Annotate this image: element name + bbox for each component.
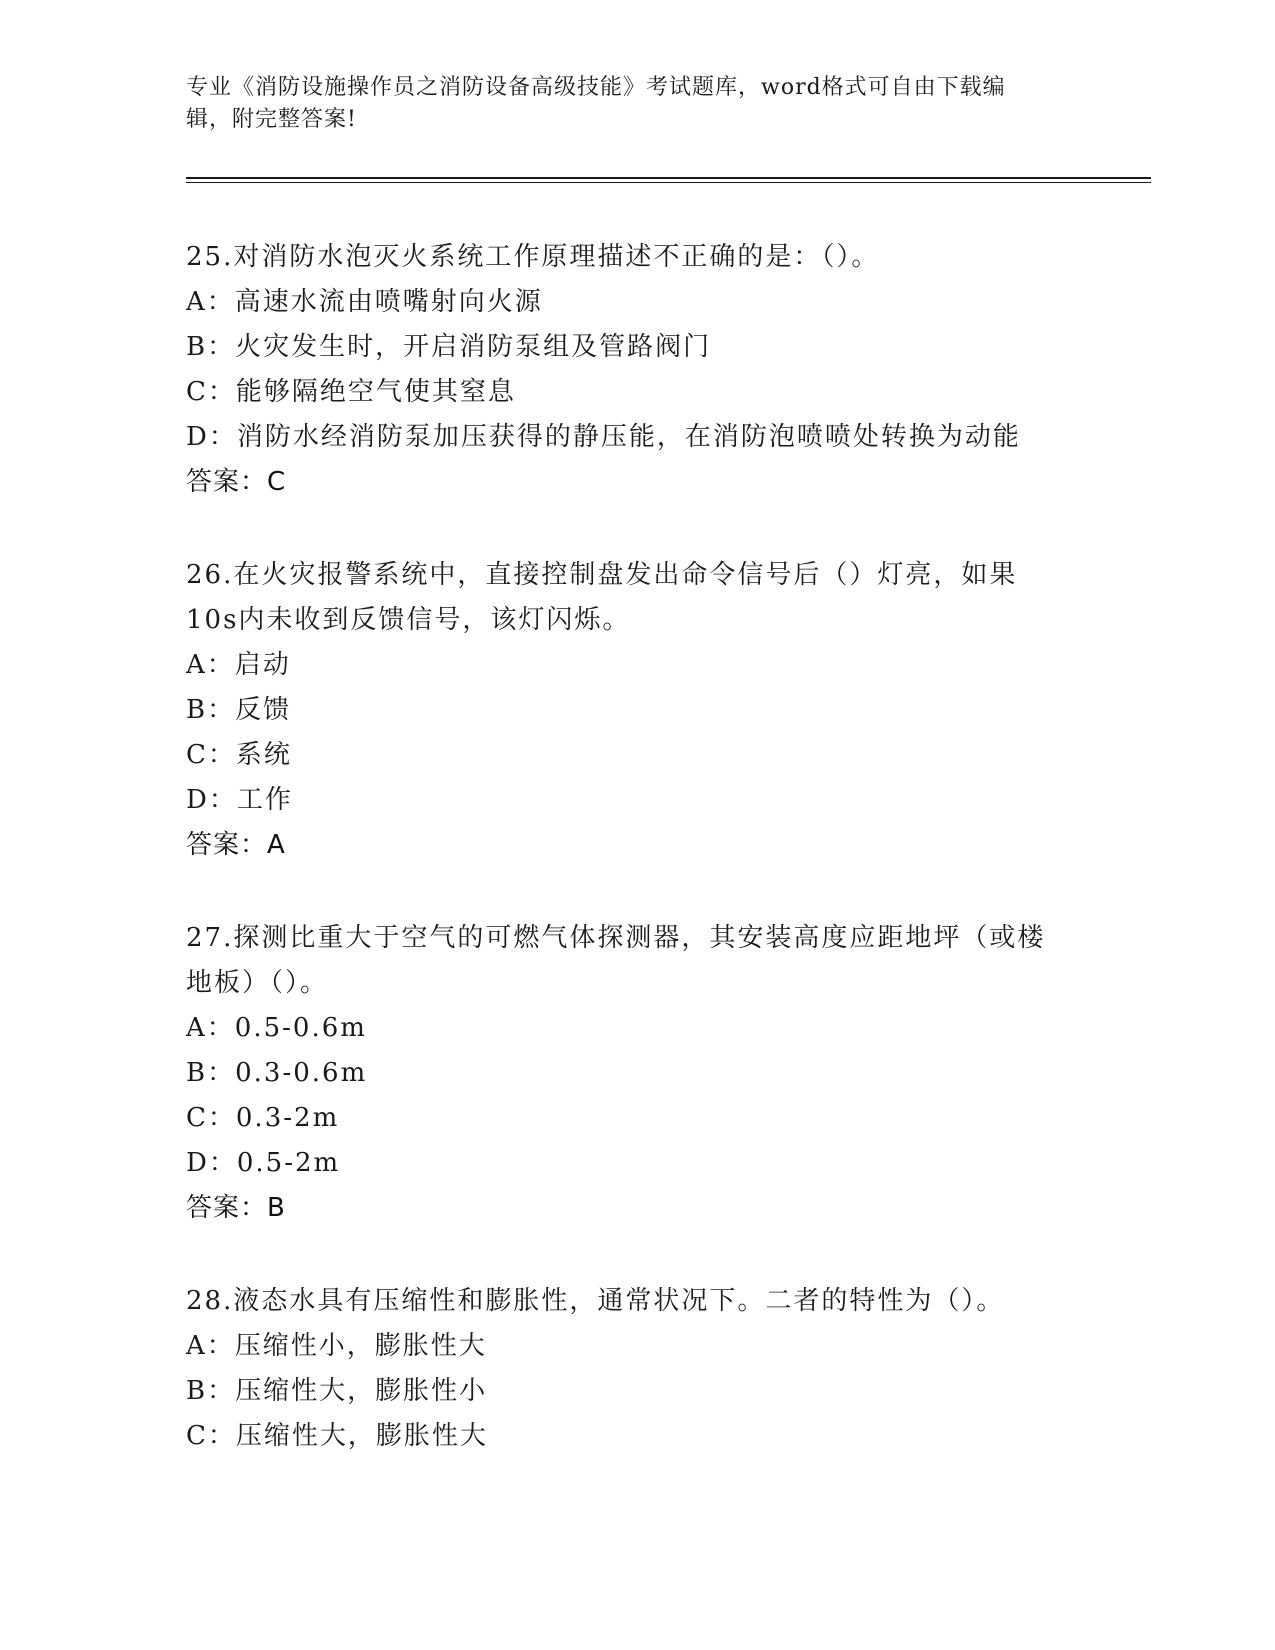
- question-stem: 28.液态水具有压缩性和膨胀性，通常状况下。二者的特性为（）。: [186, 1286, 1005, 1316]
- header-divider-thin: [186, 182, 1151, 183]
- question-stem: 27.探测比重大于空气的可燃气体探测器，其安装高度应距地坪（或楼: [186, 923, 1046, 953]
- option-d: D：消防水经消防泵加压获得的静压能，在消防泡喷喷处转换为动能: [186, 422, 1021, 452]
- option-a: A：高速水流由喷嘴射向火源: [186, 287, 543, 317]
- question-stem: 26.在火灾报警系统中，直接控制盘发出命令信号后（）灯亮，如果: [186, 560, 1018, 590]
- header-divider-thick: [186, 177, 1151, 179]
- option-b: B：0.3-0.6m: [186, 1058, 368, 1088]
- question-list: [186, 235, 1086, 1507]
- answer-line: 答案：B: [186, 1193, 286, 1223]
- option-b: B：火灾发生时，开启消防泵组及管路阀门: [186, 332, 712, 362]
- option-c: C：压缩性大，膨胀性大: [186, 1421, 488, 1451]
- header-line-1: 专业《消防设施操作员之消防设备高级技能》考试题库，word格式可自由下载编: [186, 75, 1006, 100]
- question-stem-continued: 地板）（）。: [186, 968, 329, 998]
- option-c: C：系统: [186, 740, 292, 770]
- answer-line: 答案：C: [186, 467, 287, 497]
- option-a: A：启动: [186, 650, 291, 680]
- option-c: C：能够隔绝空气使其窒息: [186, 377, 516, 407]
- question-25: [186, 235, 1086, 505]
- option-c: C：0.3-2m: [186, 1103, 340, 1133]
- document-header: [186, 72, 1066, 136]
- question-stem-continued: 10s内未收到反馈信号，该灯闪烁。: [186, 605, 631, 635]
- question-stem: 25.对消防水泡灭火系统工作原理描述不正确的是：（）。: [186, 242, 880, 272]
- option-d: D：0.5-2m: [186, 1148, 341, 1178]
- option-b: B：压缩性大，膨胀性小: [186, 1376, 488, 1406]
- option-b: B：反馈: [186, 695, 292, 725]
- option-a: A：0.5-0.6m: [186, 1013, 367, 1043]
- question-27: [186, 916, 1086, 1231]
- header-line-2: 辑，附完整答案!: [186, 107, 357, 132]
- question-26: [186, 553, 1086, 868]
- option-a: A：压缩性小，膨胀性大: [186, 1331, 487, 1361]
- answer-line: 答案：A: [186, 830, 286, 860]
- option-d: D：工作: [186, 785, 293, 815]
- question-28: [186, 1279, 1086, 1459]
